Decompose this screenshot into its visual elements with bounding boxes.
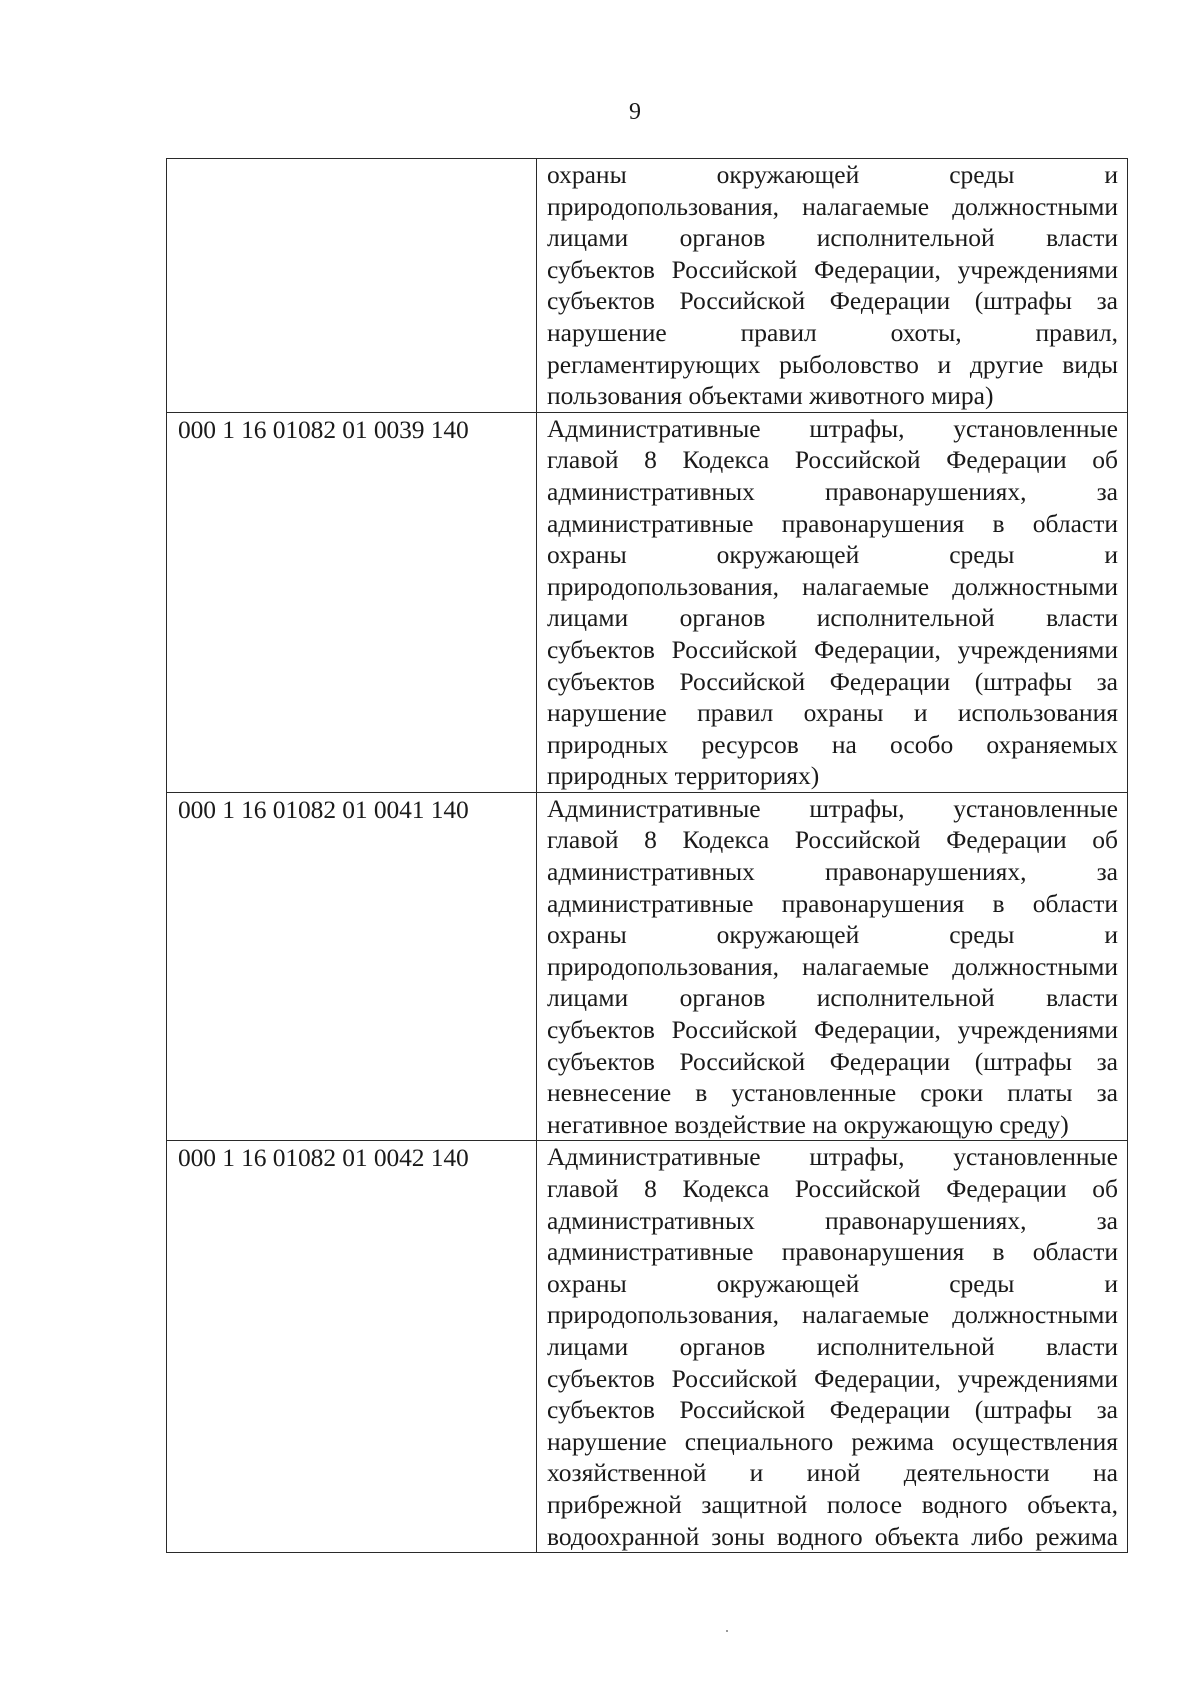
description-line: невнесение в установленные сроки платы за [547,1078,1118,1108]
description-line: пользования объектами животного мира) [547,381,994,411]
budget-classification-table [166,158,1128,1553]
description-line: субъектов Российской Федерации (штрафы за [547,666,1118,696]
description-line: лицами органов исполнительной власти [547,603,1118,633]
description-line: природопользования, налагаемые должностными [547,951,1118,981]
table-row [167,159,1128,413]
description-line: административных правонарушениях, за [547,857,1118,887]
description-cell [537,412,1128,792]
description-cell [537,1141,1128,1553]
code-cell: 000 1 16 01082 01 0039 140 [167,412,537,792]
table-row [167,412,1128,792]
table-row [167,1141,1128,1553]
code-cell [167,159,537,413]
description-line: субъектов Российской Федерации (штрафы за [547,1046,1118,1076]
description-line: нарушение правил охоты, правил, [547,317,1118,347]
description-line: субъектов Российской Федерации (штрафы за [547,1395,1118,1425]
description-line: административные правонарушения в области [547,888,1118,918]
description-line: лицами органов исполнительной власти [547,1331,1118,1361]
description-line: охраны окружающей среды и [547,920,1118,950]
description-line: главой 8 Кодекса Российской Федерации об [547,825,1118,855]
description-line: хозяйственной и иной деятельности на [547,1458,1118,1488]
description-line: административных правонарушениях, за [547,1205,1118,1235]
description-line: административных правонарушениях, за [547,476,1118,506]
description-line: главой 8 Кодекса Российской Федерации об [547,1174,1118,1203]
description-line: водоохранной зоны водного объекта либо режима [547,1521,1118,1551]
description-line: лицами органов исполнительной власти [547,983,1118,1013]
description-line: субъектов Российской Федерации, учреждениями [547,1363,1118,1393]
description-line: Административные штрафы, установленные [547,413,1118,443]
description-line: прибрежной защитной полосе водного объекта, [547,1489,1118,1519]
description-line: административные правонарушения в области [547,508,1118,538]
description-line: нарушение специального режима осуществления [547,1426,1118,1456]
description-line: главой 8 Кодекса Российской Федерации об [547,445,1118,475]
description-line: Административные штрафы, установленные [547,1142,1118,1172]
description-cell [537,159,1128,413]
code-cell: 000 1 16 01082 01 0041 140 [167,792,537,1141]
code-cell: 000 1 16 01082 01 0042 140 [167,1141,537,1553]
description-line: природопользования, налагаемые должностными [547,191,1118,221]
table-row [167,792,1128,1141]
description-line: регламентирующих рыболовство и другие виды [547,349,1118,379]
description-line: природопользования, налагаемые должностными [547,571,1118,601]
scan-speck [726,1630,728,1632]
description-line: нарушение правил охраны и использования [547,698,1118,728]
description-line: природных территориях) [547,761,820,791]
description-cell [537,792,1128,1141]
description-line: административные правонарушения в области [547,1237,1118,1267]
description-line: субъектов Российской Федерации, учреждениями [547,1015,1118,1045]
description-line: субъектов Российской Федерации, учреждениями [547,634,1118,664]
page-number: 9 [629,99,641,125]
description-line: охраны окружающей среды и [547,540,1118,570]
description-line: природных ресурсов на особо охраняемых [547,729,1118,759]
description-line: охраны окружающей среды и [547,160,1118,189]
description-line: негативное воздействие на окружающую среду) [547,1109,1069,1139]
description-line: Административные штрафы, установленные [547,793,1118,823]
description-line: природопользования, налагаемые должностными [547,1300,1118,1330]
description-line: субъектов Российской Федерации, учреждениями [547,254,1118,284]
description-line: субъектов Российской Федерации (штрафы за [547,286,1118,316]
description-line: лицами органов исполнительной власти [547,223,1118,253]
description-line: охраны окружающей среды и [547,1268,1118,1298]
